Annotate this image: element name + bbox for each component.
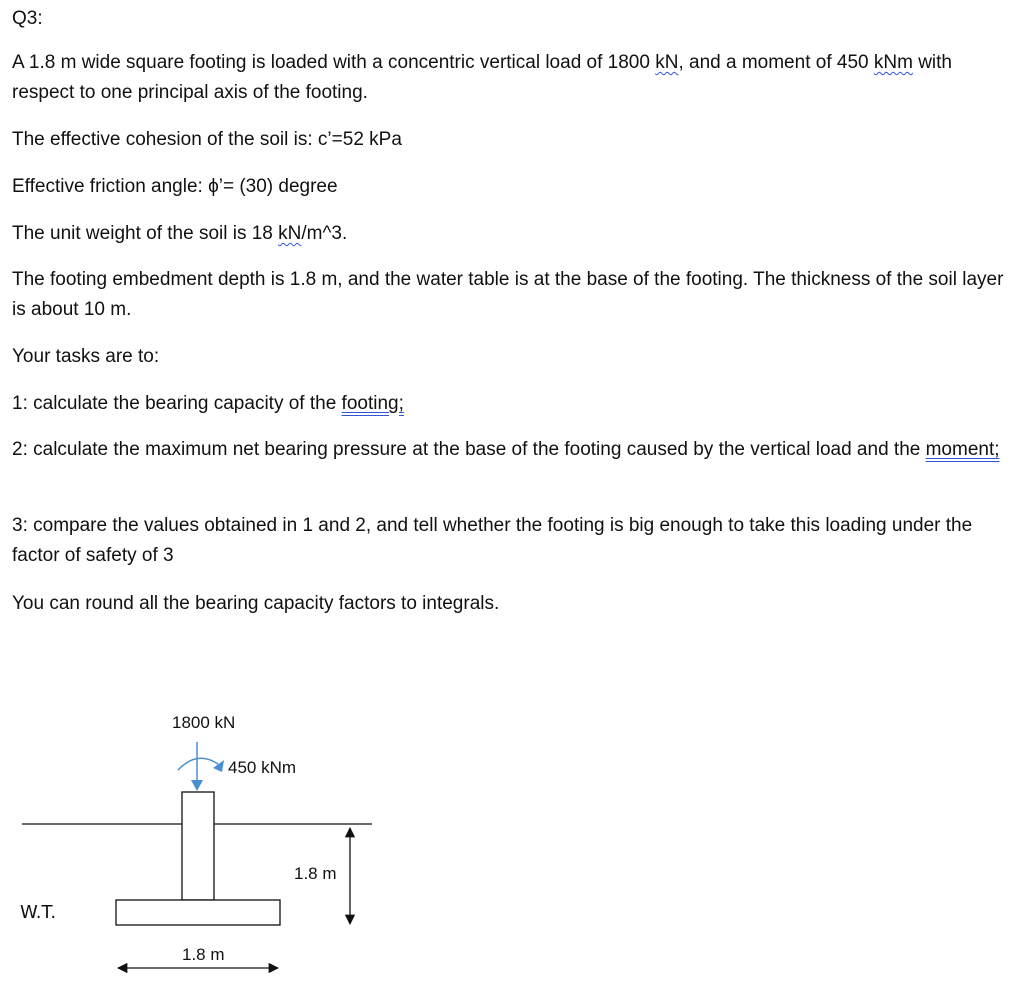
problem-text-part1: A 1.8 m wide square footing is loaded with a concentric vertical load of 1800 bbox=[12, 52, 656, 73]
task-1 bbox=[12, 389, 1012, 419]
width-label: 1.8 m bbox=[182, 945, 225, 964]
footing-diagram bbox=[0, 690, 1024, 996]
depth-label: 1.8 m bbox=[294, 864, 337, 883]
tasks-intro: Your tasks are to: bbox=[12, 346, 160, 367]
unit-kN: kN bbox=[655, 52, 679, 73]
task-2-text: 2: calculate the maximum net bearing pressure at the base of the footing caused by the vertical load and the bbox=[12, 439, 926, 460]
problem-statement bbox=[12, 48, 1012, 108]
problem-text-part2: , and a moment of 450 bbox=[678, 52, 874, 73]
footing-base bbox=[116, 900, 280, 925]
moment-label: 450 kNm bbox=[228, 758, 297, 777]
unit-weight-post: /m^3. bbox=[301, 223, 348, 244]
task-1-underlined: footing; bbox=[341, 393, 404, 414]
task-1-text: 1: calculate the bearing capacity of the bbox=[12, 393, 342, 414]
footing-column bbox=[182, 792, 214, 900]
rounding-note: You can round all the bearing capacity factors to integrals. bbox=[12, 593, 500, 614]
task-2 bbox=[12, 435, 1012, 465]
water-table-label: W.T. bbox=[20, 902, 57, 923]
problem-text-part3: with respect to one principal axis of the footing. bbox=[12, 52, 952, 103]
load-arrow-head bbox=[191, 780, 203, 791]
task-3: 3: compare the values obtained in 1 and 2, and tell whether the footing is big enough to take this loading under the factor of safety of 3 bbox=[12, 515, 973, 566]
cohesion-text: The effective cohesion of the soil is: c’=52 kPa bbox=[12, 129, 402, 150]
unit-weight-unit: kN bbox=[278, 223, 302, 244]
unit-weight-text bbox=[12, 219, 1012, 249]
load-label: 1800 kN bbox=[172, 713, 236, 732]
friction-angle-text: Effective friction angle: ϕ’= (30) degree bbox=[12, 176, 338, 197]
unit-weight-pre: The unit weight of the soil is 18 bbox=[12, 223, 279, 244]
embedment-text: The footing embedment depth is 1.8 m, and the water table is at the base of the footing. The thickness of the soil layer is about 10 m. bbox=[12, 269, 1004, 320]
moment-arrow-curve bbox=[178, 758, 218, 770]
question-label: Q3: bbox=[12, 8, 43, 29]
unit-kNm: kNm bbox=[873, 52, 913, 73]
task-2-underlined: moment; bbox=[925, 439, 1000, 460]
